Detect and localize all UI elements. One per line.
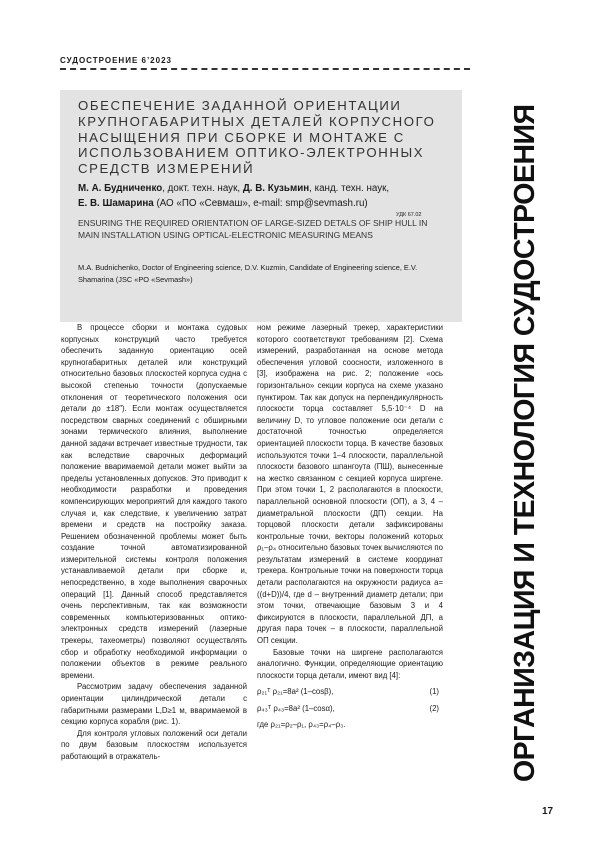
author-2-degree: , канд. техн. наук, bbox=[309, 183, 390, 194]
authors-ru bbox=[78, 181, 450, 211]
paragraph: Для контроля угловых положений оси детали по двум базовым плоскостям используется работающий в отражатель- bbox=[61, 728, 247, 761]
formula-1 bbox=[257, 686, 443, 698]
formula-2-expression: ρ₄₃ᵀ ρ₄₃=8a² (1–cosα), bbox=[257, 704, 335, 713]
author-3-name: Е. В. Шамарина bbox=[78, 198, 154, 209]
journal-header: СУДОСТРОЕНИЕ 6’2023 bbox=[60, 56, 172, 65]
formula-where: где ρ₂₁=ρ₂–ρ₁, ρ₄₃=ρ₄–ρ₃. bbox=[257, 719, 346, 729]
author-2-name: Д. В. Кузьмин bbox=[242, 183, 310, 194]
formula-2 bbox=[257, 703, 443, 715]
text-column-left bbox=[61, 322, 247, 763]
paragraph: В процессе сборки и монтажа судовых корпусных конструкций часто требуется обеспечить заданную ориентацию осей крупногабаритных деталей или конструкций относительно базовых плоскостей корпуса судна с высокой степенью точности (допускаемые отклонения от теоретического положения оси детали до ±18″). Если монтаж осуществляется посредством сварных соединений с обширными зонами термического влияния, выполнение данной задачи встречает известные трудности, так как вследствие сварочных деформаций положение вваримаемой детали может выйти за пределы установленных допусков. Это приводит к необходимости разработки и проведения компенсирующих мероприятий для каждого такого случая и, как следствие, к увеличению затрат времени и средств на постройку заказа. Решением обозначенной проблемы может быть создание точной автоматизированной измерительной системы контроля положения устанавливаемой детали при сборке и, непосредственно, в ходе выполнения сварочных операций [1]. Данный способ представляется очень перспективным, так как возможности современных компьютеризованных оптико-электронных средств измерений (лазерные трекеры, тахеометры) позволяют осуществлять сбор и обработку необходимой информации о положении объектов в режиме реального времени. bbox=[61, 323, 247, 680]
formula-1-number: (1) bbox=[429, 687, 439, 697]
paragraph: Базовые точки на ширгене располагаются аналогично. Функции, определяющие ориентацию плоскости торца детали, имеют вид [4]: bbox=[257, 647, 443, 680]
formula-1-expression: ρ₂₁ᵀ ρ₂₁=8a² (1–cosβ), bbox=[257, 687, 334, 697]
article-title-en: ENSURING THE REQUIRED ORIENTATION OF LARGE-SIZED DETALS OF SHIP HULL IN MAIN INSTALLATION USING OPTICAL-ELECTRONIC MEASURING MEANS bbox=[78, 218, 428, 240]
header-rule bbox=[60, 68, 470, 70]
formula-2-number: (2) bbox=[429, 704, 439, 713]
authors-en: M.A. Budnichenko, Doctor of Engineering science, D.V. Kuzmin, Candidate of Engineering science, E.V. Shamarina (JSC «PO «Sevmash») bbox=[78, 263, 418, 284]
section-side-label: ОРГАНИЗАЦИЯ И ТЕХНОЛОГИЯ СУДОСТРОЕНИЯ bbox=[509, 104, 541, 782]
text-column-right bbox=[257, 322, 443, 730]
page-number: 17 bbox=[542, 806, 554, 817]
author-1-name: М. А. Будниченко bbox=[78, 183, 163, 194]
paragraph: Рассмотрим задачу обеспечения заданной ориентации цилиндрической детали с габаритными размерами L,D≥1 м, вваримаемой в секцию корпуса корабля (рис. 1). bbox=[61, 682, 247, 727]
paragraph: ном режиме лазерный трекер, характеристики которого соответствуют требованиям [2]. Схема измерений, разработанная на основе метода обеспечения угловой соосности, изложенного в [3], изображена на рис. 2; положение «ось горизонтально» секции корпуса на схеме указано пунктиром. Так как допуск на перпендикулярность плоскости торца составляет 5,5·10⁻⁴ D на величину D, то угловое положение оси детали с достаточной точностью определяется ориентацией плоскости торца. В качестве базовых используются точки 1–4 плоскости, параллельной плоскости базового шпангоута (ПШ), вынесенные на жестко связанном с секцией корпуса ширгене. При этом точки 1, 2 располагаются в плоскости, параллельной основной плоскости (ОП), а 3, 4 – диаметральной плоскости (ДП) секции. На торцовой плоскости детали зафиксированы контрольные точки, векторы положений которых ρ₁–ρ₄ относительно базовых точек вычисляются по результатам измерений в системе координат трекера. Контрольные точки на поверхности торца детали располагаются на окружности радиуса a=((d+D))/4, где d – внутренний диаметр детали; при этом точки, отвечающие базовым 3 и 4 фиксируются в плоскости, параллельной ДП, а другая пара точек – в плоскости, параллельной ОП секции. bbox=[257, 323, 443, 646]
author-1-degree: , докт. техн. наук, bbox=[162, 183, 243, 194]
affiliation-ru: (АО «ПО «Севмаш», e-mail: smp@sevmash.ru) bbox=[153, 198, 368, 209]
udk-code: УДК 67.02 bbox=[396, 212, 422, 218]
article-title-ru: ОБЕСПЕЧЕНИЕ ЗАДАННОЙ ОРИЕНТАЦИИ КРУПНОГАБАРИТНЫХ ДЕТАЛЕЙ КОРПУСНОГО НАСЫЩЕНИЯ ПРИ СБОРКЕ И МОНТАЖЕ С ИСПОЛЬЗОВАНИЕМ ОПТИКО-ЭЛЕКТРОННЫХ СРЕДСТВ ИЗМЕРЕНИЙ bbox=[78, 98, 436, 177]
